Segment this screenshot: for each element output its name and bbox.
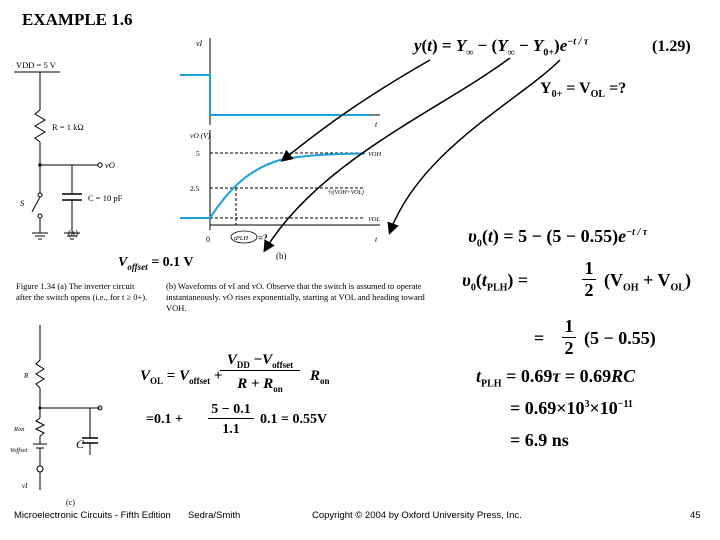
zero-label: 0 — [206, 235, 210, 244]
s-label: S — [20, 198, 25, 208]
voffset-note: $V_{offset} = 0.1$ V — [118, 255, 194, 272]
arrow-to-vol — [265, 58, 510, 250]
tplh-question: =? — [258, 233, 268, 243]
vol-calculation: =0.1 + 5 − 0.1 1.1 0.1 = 0.55V — [146, 402, 328, 437]
tick-25: 2.5 — [190, 184, 200, 193]
footer-book: Microelectronic Circuits - Fifth Edition — [14, 510, 171, 521]
tplh-line1: $t_{PLH} = 0.69\tau = 0.69RC$ — [476, 366, 636, 390]
r-label: R = 1 kΩ — [52, 122, 84, 132]
half-level-label: ½(VOH+VOL) — [328, 190, 364, 196]
c-label: C = 10 pF — [88, 193, 123, 203]
caption-a: Figure 1.34 (a) The inverter circuit after the switch opens (i.e., for t ≥ 0+). — [16, 281, 148, 302]
vol-formula: $V_{OL} = V_{offset}$ + $V_{DD} -V_{offset}$ $R + R_{on}$ $R_{on}$ — [140, 352, 330, 394]
small-c-label: C — [76, 437, 85, 451]
footer-copyright: Copyright © 2004 by Oxford University Press, Inc. — [312, 510, 522, 521]
label-c: (c) — [66, 498, 75, 507]
vdd-label: VDD = 5 V — [16, 60, 56, 70]
tplh-line3: = 6.9 ns — [510, 430, 569, 450]
vo-label: vO — [105, 160, 115, 170]
small-r-label: R — [24, 372, 29, 380]
vol-label: VOL — [368, 216, 381, 223]
y0-question: $Y_{0+} = V_{OL}$ =? — [540, 80, 627, 101]
tplh-line2: = $0.69\times 10^3\times 10^{-11}$ — [510, 398, 633, 418]
slide-title: EXAMPLE 1.6 — [22, 10, 133, 29]
vo-axis-label: vO (V) — [190, 131, 211, 140]
tick-5: 5 — [196, 149, 200, 158]
half-value-equation: = 1 2 (5 − 0.55) — [534, 316, 656, 358]
v0-tplh-equation: $\upsilon_0(t_{PLH})$ = 1 2 $(V_{OH} + V_{OL})$ — [462, 258, 691, 300]
t-axis-label-1: t — [375, 120, 378, 129]
voh-label: VOH — [368, 151, 382, 158]
footer-authors: Sedra/Smith — [188, 510, 241, 521]
general-equation: $y(t) = Y_\infty - (Y_\infty - Y_{0+})e^{-t / \tau}$ — [414, 36, 589, 59]
small-vi-label: vI — [22, 482, 28, 490]
page-number: 45 — [690, 510, 701, 521]
label-a: (a) — [68, 228, 78, 238]
caption-b: (b) Waveforms of vI and vO. Observe that the switch is assumed to operate instantaneously. vO rises exponentially, starting at VOL and heading toward VOH. — [166, 281, 425, 313]
label-b: (b) — [276, 251, 287, 260]
vi-axis-label: vI — [196, 39, 203, 48]
small-ron-label: Ron — [14, 426, 25, 433]
equation-number: (1.29) — [652, 38, 691, 55]
v0-t-equation: $\upsilon_0(t) = 5 - (5 - 0.55)e^{-t / \tau}$ — [468, 226, 648, 250]
arrow-to-vol-level — [390, 60, 560, 232]
small-voffset-label: Voffset — [10, 447, 28, 454]
t-axis-label-2: t — [375, 235, 378, 244]
small-resistor-icon — [36, 360, 44, 388]
tplh-label: tPLH — [234, 235, 249, 242]
arrow-to-voh — [283, 60, 430, 160]
equivalent-circuit — [0, 320, 140, 510]
